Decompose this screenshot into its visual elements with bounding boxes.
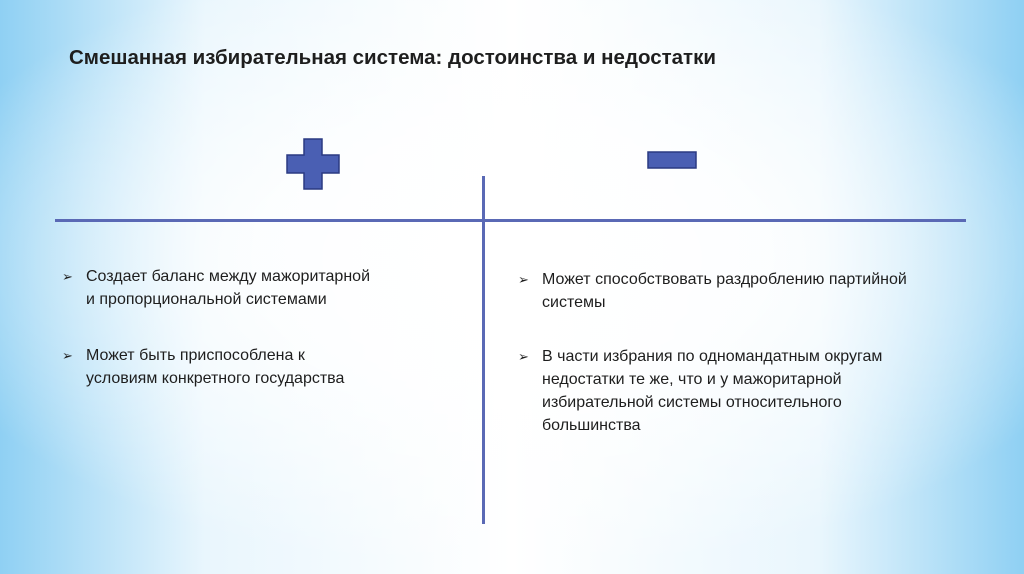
- arrow-bullet-icon: ➢: [518, 349, 529, 364]
- arrow-bullet-icon: ➢: [62, 269, 73, 284]
- cons-item-text: В части избрания по одномандатным округам недостатки те же, что и у мажоритарной избирательной системы относительного большинства: [542, 348, 883, 434]
- pros-item-text: Может быть приспособлена к условиям конкретного государства: [86, 347, 345, 387]
- cons-item-text: Может способствовать раздроблению партийной системы: [542, 271, 907, 311]
- cons-list-item: [518, 345, 882, 437]
- pros-list-item: [62, 265, 370, 311]
- cons-list-item: [518, 268, 907, 314]
- pros-item-text: Создает баланс между мажоритарной и пропорциональной системами: [86, 268, 370, 308]
- slide-title: Смешанная избирательная система: достоинства и недостатки: [69, 46, 716, 69]
- vertical-divider: [482, 176, 485, 524]
- arrow-bullet-icon: ➢: [62, 348, 73, 363]
- minus-icon: [647, 151, 697, 169]
- arrow-bullet-icon: ➢: [518, 272, 529, 287]
- plus-icon: [286, 138, 340, 190]
- horizontal-divider: [55, 219, 966, 222]
- pros-list-item: [62, 344, 344, 390]
